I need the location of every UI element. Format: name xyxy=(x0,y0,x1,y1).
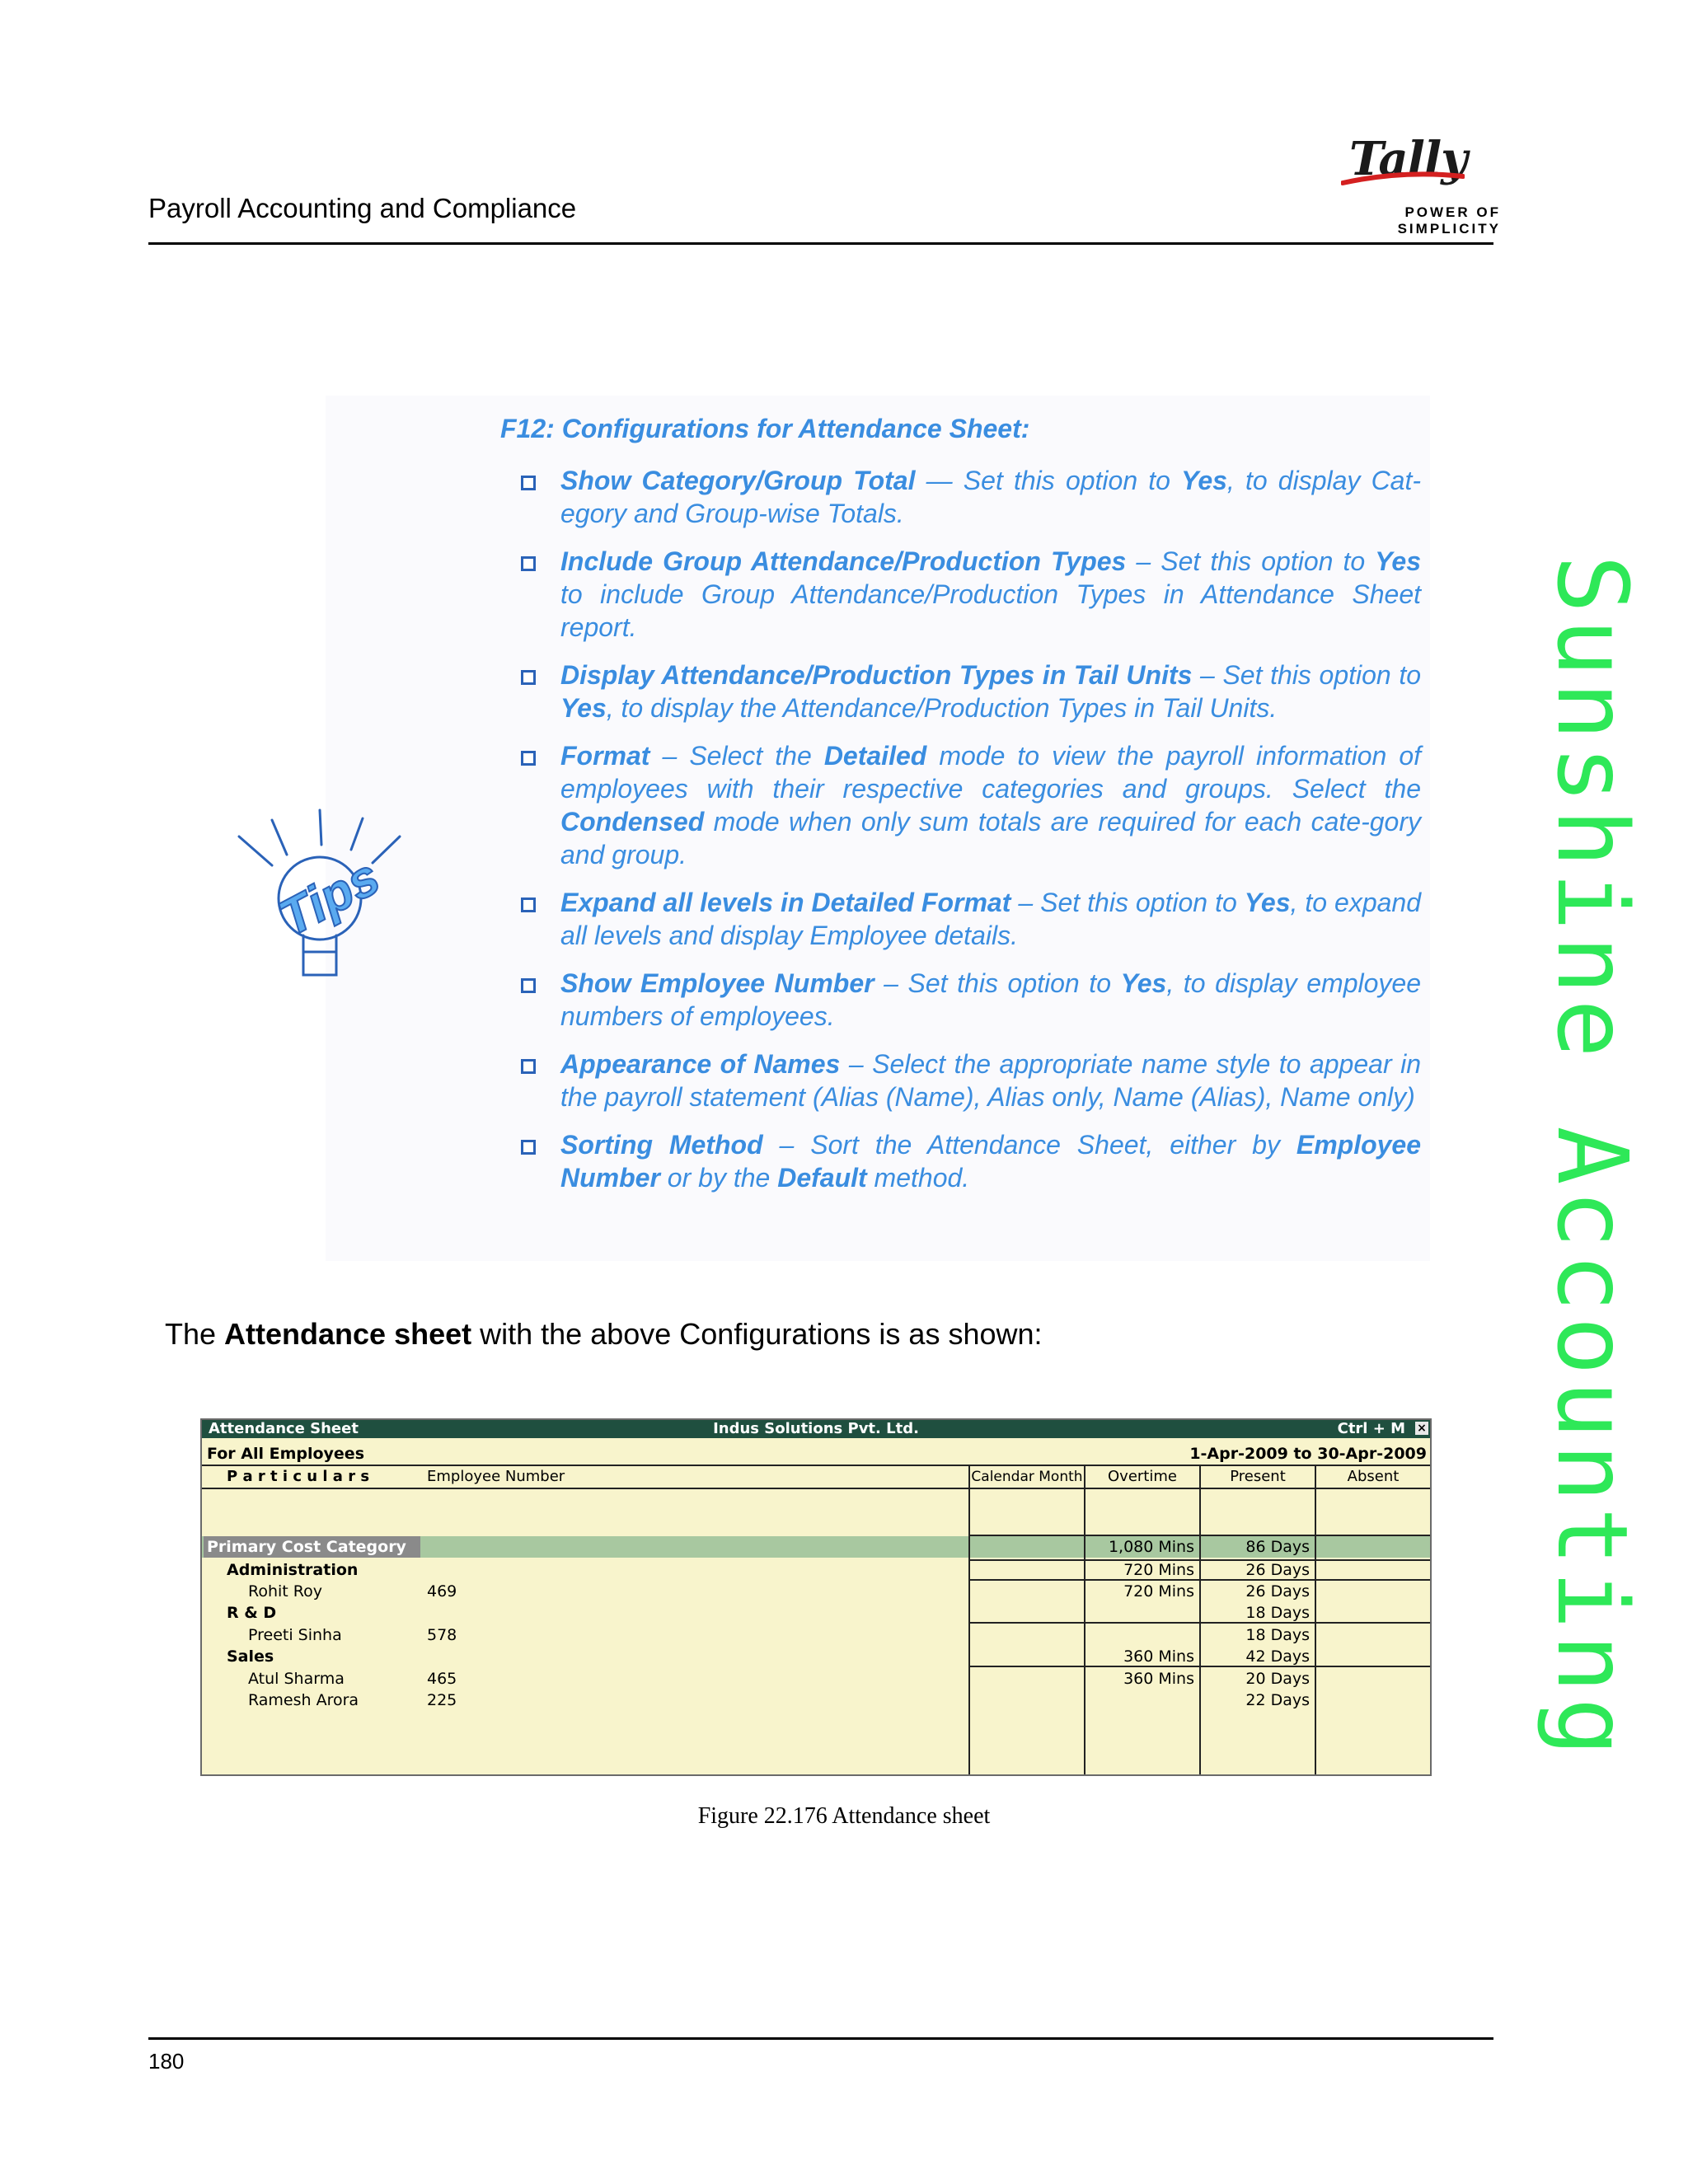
tip-text: – Select the appropriate name style to appear in the payroll statement (Alias (Name), Alias only, Name (Alias), Name only) xyxy=(560,1049,1422,1112)
tip-emphasis: Display Attendance/Production Types in Tail Units xyxy=(560,660,1193,690)
tally-logo xyxy=(1306,132,1501,237)
col-divider xyxy=(968,1465,970,1774)
col-divider xyxy=(1315,1465,1316,1774)
category-overtime: 1,080 Mins xyxy=(1108,1538,1194,1556)
overtime-value: 720 Mins xyxy=(1123,1582,1194,1601)
row-rule xyxy=(968,1579,1430,1581)
present-value: 18 Days xyxy=(1245,1626,1310,1644)
square-bullet-icon xyxy=(521,556,536,571)
tip-emphasis: Yes xyxy=(1244,888,1291,917)
tip-item xyxy=(518,464,1421,530)
tip-text: mode to view the payroll information of employees with their respective categories and groups. Select the xyxy=(560,741,1422,804)
overtime-value: 360 Mins xyxy=(1123,1670,1194,1688)
col-employee-number: Employee Number xyxy=(427,1468,565,1485)
tip-emphasis: Yes xyxy=(560,693,607,723)
tip-emphasis: Yes xyxy=(1120,968,1167,998)
tips-list xyxy=(518,464,1421,1209)
present-value: 22 Days xyxy=(1245,1691,1310,1709)
row-rule xyxy=(968,1622,1430,1624)
period-label: 1-Apr-2009 to 30-Apr-2009 xyxy=(1189,1445,1427,1463)
tip-text: , to display employee numbers of employees. xyxy=(560,968,1422,1031)
intro-bold: Attendance sheet xyxy=(224,1317,472,1351)
employee-number: 465 xyxy=(427,1670,457,1688)
page-number: 180 xyxy=(148,2049,185,2074)
tip-emphasis: Format xyxy=(560,741,650,771)
square-bullet-icon xyxy=(521,751,536,766)
employee-name: Atul Sharma xyxy=(248,1670,345,1688)
tip-text: – Set this option to xyxy=(1010,888,1245,917)
employee-number: 578 xyxy=(427,1626,457,1644)
present-value: 26 Days xyxy=(1245,1582,1310,1601)
col-calendar-month: Calendar Month xyxy=(971,1469,1083,1485)
logo-tagline: POWER OF SIMPLICITY xyxy=(1397,204,1501,237)
tip-text: method. xyxy=(866,1163,970,1193)
col-absent: Absent xyxy=(1347,1468,1400,1485)
window-title-bar xyxy=(202,1420,1430,1438)
square-bullet-icon xyxy=(521,476,536,490)
square-bullet-icon xyxy=(521,1140,536,1155)
tip-item xyxy=(518,739,1421,871)
tip-text: , to expand all levels and display Employee details. xyxy=(560,888,1422,950)
tip-emphasis: Appearance of Names xyxy=(560,1049,841,1079)
intro-sentence xyxy=(165,1317,1043,1352)
employee-number: 225 xyxy=(427,1691,457,1709)
group-name: R & D xyxy=(227,1604,277,1622)
tip-text: – Sort the Attendance Sheet, either by xyxy=(762,1130,1296,1160)
tip-emphasis: Show Employee Number xyxy=(560,968,874,998)
tip-text: – Set this option to xyxy=(874,968,1121,998)
header-bottom-rule xyxy=(202,1488,1430,1489)
employee-name: Rohit Roy xyxy=(248,1582,322,1601)
tip-item xyxy=(518,967,1421,1033)
present-value: 20 Days xyxy=(1245,1670,1310,1688)
category-name: Primary Cost Category xyxy=(204,1536,420,1558)
close-icon[interactable]: × xyxy=(1415,1422,1428,1435)
intro-pre: The xyxy=(165,1317,225,1351)
tip-emphasis: Yes xyxy=(1181,466,1227,495)
present-value: 42 Days xyxy=(1245,1647,1310,1666)
tip-text: , to display the Attendance/Production Types in Tail Units. xyxy=(606,693,1278,723)
tip-text: – Set this option to xyxy=(1126,546,1376,576)
tip-emphasis: Expand all levels in Detailed Format xyxy=(560,888,1011,917)
row-rule xyxy=(968,1535,1430,1536)
col-overtime: Overtime xyxy=(1108,1468,1177,1485)
header-rule xyxy=(148,242,1493,245)
tips-lightbulb-icon xyxy=(231,804,412,993)
overtime-value: 360 Mins xyxy=(1123,1647,1194,1666)
attendance-sheet-window xyxy=(200,1418,1432,1776)
tip-emphasis: Include Group Attendance/Production Types xyxy=(560,546,1127,576)
watermark: Sunshine Accounting xyxy=(1536,555,1649,1761)
group-name: Sales xyxy=(227,1647,274,1666)
tip-item xyxy=(518,545,1421,644)
square-bullet-icon xyxy=(521,1059,536,1074)
square-bullet-icon xyxy=(521,898,536,912)
group-name: Administration xyxy=(227,1561,359,1579)
present-value: 18 Days xyxy=(1245,1604,1310,1622)
tip-text: – Select the xyxy=(649,741,824,771)
tip-item xyxy=(518,658,1421,724)
tip-item xyxy=(518,886,1421,952)
logo-swoosh-icon xyxy=(1341,165,1465,190)
window-title: Attendance Sheet xyxy=(209,1420,359,1437)
tip-text: or by the xyxy=(659,1163,778,1193)
company-name: Indus Solutions Pvt. Ltd. xyxy=(713,1420,919,1437)
tip-emphasis: Yes xyxy=(1375,546,1422,576)
employee-name: Ramesh Arora xyxy=(248,1691,359,1709)
tip-emphasis: Default xyxy=(777,1163,867,1193)
employee-number: 469 xyxy=(427,1582,457,1601)
square-bullet-icon xyxy=(521,670,536,685)
overtime-value: 720 Mins xyxy=(1123,1561,1194,1579)
page-header-title: Payroll Accounting and Compliance xyxy=(148,193,577,223)
tip-emphasis: Condensed xyxy=(560,807,705,837)
footer-rule xyxy=(148,2037,1493,2040)
tip-text: to include Group Attendance/Production Types in Attendance Sheet report. xyxy=(560,579,1421,642)
tip-item xyxy=(518,1047,1421,1113)
category-present: 86 Days xyxy=(1245,1538,1310,1556)
row-rule xyxy=(968,1559,1430,1561)
tip-text: , to display Cat-egory and Group-wise Totals. xyxy=(560,466,1422,528)
tip-text: — Set this option to xyxy=(915,466,1182,495)
col-divider xyxy=(1084,1465,1085,1774)
tip-emphasis: Show Category/Group Total xyxy=(560,466,916,495)
tip-emphasis: Detailed xyxy=(823,741,927,771)
employee-filter-label: For All Employees xyxy=(207,1445,365,1463)
tips-heading: F12: Configurations for Attendance Sheet: xyxy=(500,414,1030,443)
col-particulars: P a r t i c u l a r s xyxy=(227,1468,370,1485)
logo-wordmark: Tally xyxy=(1349,132,1467,186)
tips-icon-label: Tips xyxy=(270,848,389,948)
shortcut-label: Ctrl + M xyxy=(1337,1420,1405,1437)
employee-name: Preeti Sinha xyxy=(248,1626,342,1644)
intro-post: with the above Configurations is as shown: xyxy=(471,1317,1043,1351)
col-present: Present xyxy=(1230,1468,1286,1485)
tip-text: mode when only sum totals are required for each cate-gory and group. xyxy=(560,807,1421,869)
tip-emphasis: Employee Number xyxy=(560,1130,1422,1193)
square-bullet-icon xyxy=(521,978,536,993)
present-value: 26 Days xyxy=(1245,1561,1310,1579)
figure-caption: Figure 22.176 Attendance sheet xyxy=(697,1803,991,1829)
tip-emphasis: Sorting Method xyxy=(560,1130,763,1160)
tip-text: – Set this option to xyxy=(1192,660,1422,690)
tip-item xyxy=(518,1128,1421,1194)
row-rule xyxy=(968,1666,1430,1667)
